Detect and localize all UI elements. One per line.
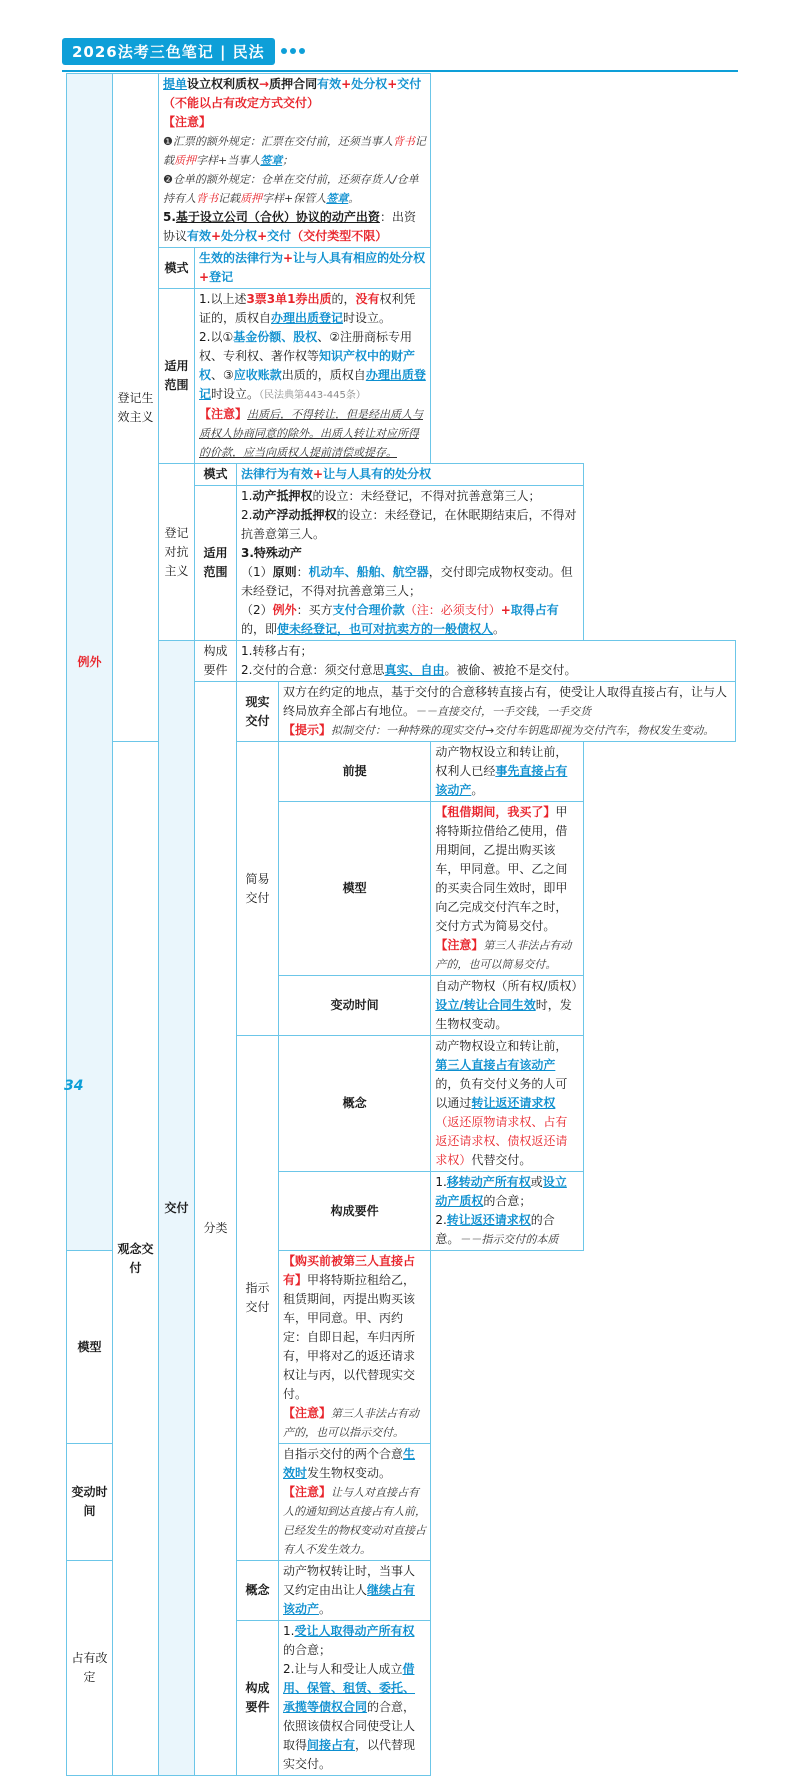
defense-mode: 法律行为有效+让与人具有的处分权: [237, 464, 584, 486]
row-effect-mode: [67, 248, 736, 289]
notes-table: [66, 73, 736, 1776]
possession-elements-label: 构成要件: [237, 1621, 279, 1776]
possession-change-label: 占有改定: [67, 1561, 113, 1776]
classification-label: 分类: [195, 682, 237, 1776]
mode-label: 模式: [159, 248, 195, 289]
defense-mode-label: 模式: [195, 464, 237, 486]
pledge-note-2: ❷仓单的额外规定：仓单在交付前，还须存货人/仓单持有人背书记载质押字样+保管人签章。: [163, 173, 419, 205]
indication-model: 【购买前被第三人直接占有】甲将特斯拉租给乙，租赁期间，丙提出购买该车，甲同意。甲、丙约定：自即日起，车归丙所有，甲将对乙的返还请求权让与丙，以代替现实交付。 【注意】第三人非法占有动产的，也可以指示交付。: [279, 1251, 431, 1444]
section-delivery: 交付: [159, 641, 195, 1776]
row-delivery-elements: [67, 641, 736, 682]
simple-time: 自动产物权（所有权/质权）设立/转让合同生效时，发生物权变动。: [431, 976, 583, 1036]
row-defense-mode: [67, 464, 736, 486]
pledge-line-5: 5.基于设立公司（合伙）协议的动产出资：出资协议有效+处分权+交付（交付类型不限）: [163, 210, 416, 243]
possession-concept-label: 概念: [237, 1561, 279, 1621]
indication-concept-label: 概念: [279, 1036, 431, 1172]
row-pledge: [67, 74, 736, 248]
pledge-note-1: ❶汇票的额外规定：汇票在交付前，还须当事人背书记载质押字样+当事人签章；: [163, 135, 426, 167]
indication-concept: 动产物权设立和转让前，第三人直接占有该动产的，负有交付义务的人可以通过转让返还请求权（返还原物请求权、占有返还请求权、债权返还请求权）代替交付。: [431, 1036, 583, 1172]
defense-scope-label: 适用范围: [195, 486, 237, 641]
possession-elements: 1.受让人取得动产所有权的合意； 2.让与人和受让人成立借用、保管、租赁、委托、承揽等债权合同的合意，依照该债权合同使受让人取得间接占有，以代替现实交付。: [279, 1621, 431, 1776]
actual-delivery: 双方在约定的地点，基于交付的合意移转直接占有，使受让人取得直接占有，让与人终局放弃全部占有地位。－－直接交付，一手交钱，一手交货 【提示】拟制交付：一种特殊的现实交付→交付车钥匙即视为交付汽车，物权发生变动。: [279, 682, 736, 742]
indication-elements-label: 构成要件: [279, 1172, 431, 1251]
scope-label: 适用范围: [159, 289, 195, 464]
concept-delivery-label: 观念交付: [113, 742, 159, 1776]
indication-time-label: 变动时间: [67, 1444, 113, 1561]
pledge-notice: 【注意】: [163, 115, 212, 129]
indication-elements: 1.移转动产所有权或设立动产质权的合意； 2.转让返还请求权的合意。－－指示交付的本质: [431, 1172, 583, 1251]
delivery-elements: 1.转移占有； 2.交付的合意：须交付意思真实、自由。被偷、被抢不是交付。: [237, 641, 736, 682]
indication-model-label: 模型: [67, 1251, 113, 1444]
row-effect-scope: [67, 289, 736, 464]
simple-model: 【租借期间，我买了】甲将特斯拉借给乙使用，借用期间，乙提出购买该车，甲同意。甲、乙之间的买卖合同生效时，即甲向乙完成交付汽车之时，交付方式为简易交付。 【注意】第三人非法占有动产的，也可以简易交付。: [431, 802, 583, 976]
delivery-elements-label: 构成要件: [195, 641, 237, 682]
pledge-line: 提单设立权利质权→质押合同有效+处分权+交付（不能以占有改定方式交付） 【注意】 ❶汇票的额外规定：汇票在交付前，还须当事人背书记载质押字样+当事人签章； ❷仓单的额外规定：仓单在交付前，还须存货人/仓单持有人背书记载质押字样+保管人签章。 5.基于设立公司（合伙）协议的动产出资：出资协议有效+处分权+交付（交付类型不限）: [159, 74, 431, 248]
header-dots: [281, 48, 305, 54]
registration-effect-label: 登记生效主义: [113, 74, 159, 742]
header-rule: [62, 70, 738, 72]
simple-time-label: 变动时间: [279, 976, 431, 1036]
simple-premise: 动产物权设立和转让前，权利人已经事先直接占有该动产。: [431, 742, 583, 802]
possession-concept: 动产物权转让时，当事人又约定由出让人继续占有该动产。: [279, 1561, 431, 1621]
actual-delivery-label: 现实交付: [237, 682, 279, 742]
simple-delivery-label: 简易交付: [237, 742, 279, 1036]
header-title: 2026法考三色笔记 | 民法: [62, 38, 275, 65]
registration-defense-label: 登记对抗主义: [159, 464, 195, 641]
page-header: [62, 36, 305, 66]
effect-mode: 生效的法律行为+让与人具有相应的处分权+登记: [195, 248, 431, 289]
page-number: 34: [64, 1078, 84, 1094]
premise-label: 前提: [279, 742, 431, 802]
defense-scope: 1.动产抵押权的设立：未经登记，不得对抗善意第三人； 2.动产浮动抵押权的设立：未经登记，在休眠期结束后，不得对抗善意第三人。 3.特殊动产 （1）原则：机动车、船舶、航空器，交付即完成物权变动。但未经登记，不得对抗善意第三人； （2）例外：买方支付合理价款（注：必须支付）+取得占有的，即使未经登记，也可对抗卖方的一般债权人。: [237, 486, 584, 641]
indication-time: 自指示交付的两个合意生效时发生物权变动。 【注意】让与人对直接占有人的通知到达直接占有人前，已经发生的物权变动对直接占有人不发生效力。: [279, 1444, 431, 1561]
simple-model-label: 模型: [279, 802, 431, 976]
indication-delivery-label: 指示交付: [237, 1036, 279, 1561]
effect-scope: 1.以上述3票3单1券出质的，没有权利凭证的，质权自办理出质登记时设立。 2.以①基金份额、股权、②注册商标专用权、专利权、著作权等知识产权中的财产权、③应收账款出质的，质权自办理出质登记时设立。（民法典第443-445条） 【注意】出质后，不得转让，但是经出质人与质权人协商同意的除外。出质人转让对应所得的价款，应当向质权人提前清偿或提存。: [195, 289, 431, 464]
section-exception: 例外: [67, 74, 113, 1251]
